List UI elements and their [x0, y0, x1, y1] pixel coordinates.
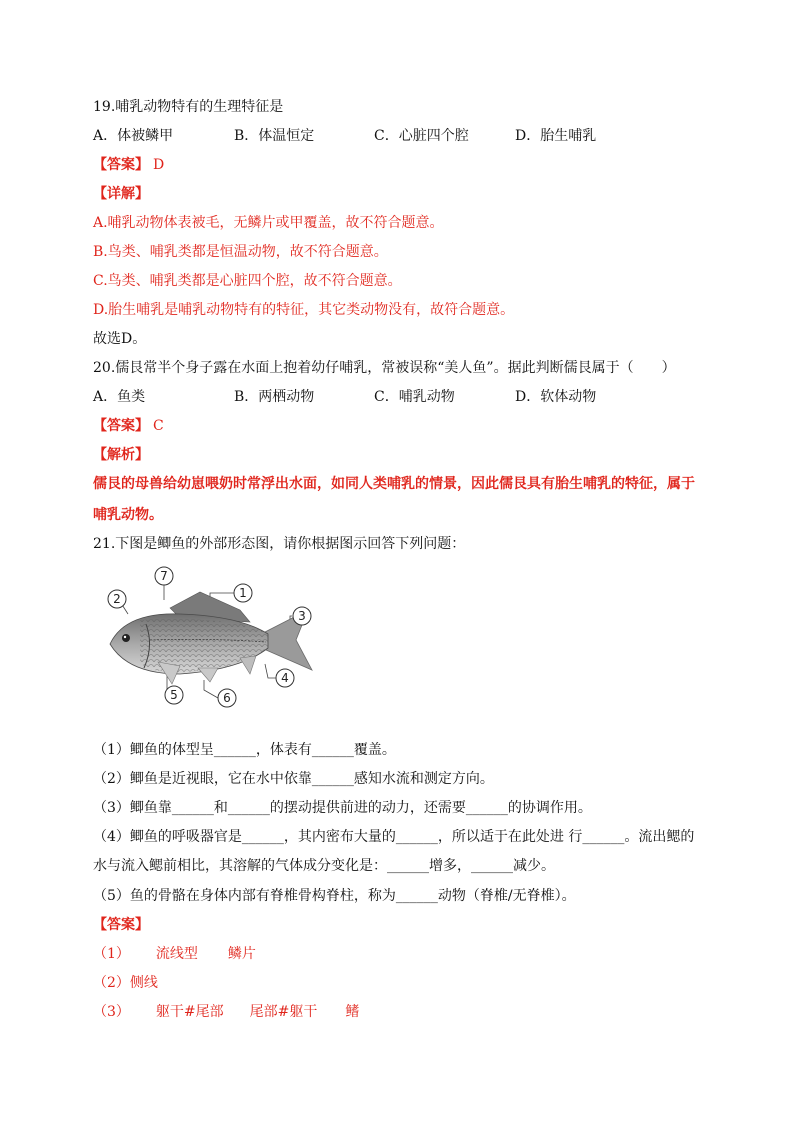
q20-answer [93, 416, 164, 436]
q19-explain-label: 【详解】 [93, 186, 149, 202]
label-7: 7 [160, 569, 168, 583]
q19-answer [93, 155, 164, 175]
answer-item: 躯干#尾部 [155, 1004, 224, 1020]
label-circle-5 [165, 686, 183, 704]
label-circle-6 [218, 689, 236, 707]
q21-sub-question: （3）鲫鱼靠______和______的摆动提供前进的动力，还需要______的协调作用。 [93, 800, 592, 816]
q21-stem: 21.下图是鲫鱼的外部形态图，请你根据图示回答下列问题： [93, 536, 466, 552]
q20-answer-label: 【答案】 [93, 418, 149, 434]
answer-item: 流线型 [155, 946, 198, 962]
q19-option-d: D．胎生哺乳 [515, 128, 597, 144]
answer-item: 鳍 [345, 1004, 360, 1020]
q20-option-d: D．软体动物 [515, 389, 597, 405]
q21-sub-question: 水与流入鳃前相比，其溶解的气体成分变化是：______增多，______减少。 [93, 858, 555, 874]
q20-explain-line: 儒艮的母兽给幼崽喂奶时常浮出水面，如同人类哺乳的情景，因此儒艮具有胎生哺乳的特征，属于 [93, 476, 695, 492]
q19-answer-value: D [153, 157, 165, 173]
q19-option-a: A．体被鳞甲 [93, 128, 174, 144]
q20-option-a: A．鱼类 [93, 389, 146, 405]
q21-answer-row [93, 944, 256, 964]
label-5: 5 [170, 688, 178, 702]
q19-conclusion: 故选D。 [93, 331, 147, 347]
q19-explain-line: A.哺乳动物体表被毛，无鳞片或甲覆盖，故不符合题意。 [93, 215, 444, 231]
label-circle-3 [293, 607, 311, 625]
answer-num: （3） [93, 1004, 130, 1020]
label-3: 3 [298, 609, 306, 623]
q20-stem: 20.儒艮常半个身子露在水面上抱着幼仔哺乳，常被误称“美人鱼”。据此判断儒艮属于（ ） [93, 360, 676, 376]
q21-sub-question: （2）鲫鱼是近视眼，它在水中依靠______感知水流和测定方向。 [93, 771, 494, 787]
answer-num: （1） [93, 946, 130, 962]
label-circle-2 [108, 590, 126, 608]
answer-item: 尾部#躯干 [249, 1004, 318, 1020]
q20-explain-label: 【解析】 [93, 447, 149, 463]
q21-answer-row [93, 1002, 359, 1022]
q19-option-b: B．体温恒定 [234, 128, 315, 144]
q19-explain-line: B.鸟类、哺乳类都是恒温动物，故不符合题意。 [93, 244, 388, 260]
q19-stem: 19.哺乳动物特有的生理特征是 [93, 99, 284, 115]
crucian-carp-illustration [100, 562, 325, 712]
label-circle-4 [276, 669, 294, 687]
q21-sub-question: （1）鲫鱼的体型呈______，体表有______覆盖。 [93, 742, 396, 758]
label-6: 6 [223, 691, 231, 705]
q21-answer-label: 【答案】 [93, 917, 149, 933]
answer-item: 鳞片 [227, 946, 256, 962]
q19-answer-label: 【答案】 [93, 157, 149, 173]
q19-option-c: C．心脏四个腔 [374, 128, 469, 144]
q19-explain-line: C.鸟类、哺乳类都是心脏四个腔，故不符合题意。 [93, 273, 402, 289]
q21-sub-question: （5）鱼的骨骼在身体内部有脊椎骨构脊柱，称为______动物（脊椎/无脊椎）。 [93, 888, 576, 904]
q21-answer-row [93, 973, 158, 993]
label-circle-7 [155, 567, 173, 585]
fish-figure [100, 562, 325, 712]
q20-answer-value: C [153, 418, 164, 434]
q20-option-c: C．哺乳动物 [374, 389, 455, 405]
q20-option-b: B．两栖动物 [234, 389, 315, 405]
label-4: 4 [281, 671, 289, 685]
label-circle-1 [234, 584, 252, 602]
q19-explain-line: D.胎生哺乳是哺乳动物特有的特征，其它类动物没有，故符合题意。 [93, 302, 515, 318]
q21-sub-question: （4）鲫鱼的呼吸器官是______，其内密布大量的______，所以适于在此处进 行______。流出鳃的 [93, 829, 695, 845]
q20-explain-line: 哺乳动物。 [93, 507, 163, 523]
label-2: 2 [113, 592, 121, 606]
answer-num: （2）侧线 [93, 975, 158, 991]
label-1: 1 [239, 586, 247, 600]
